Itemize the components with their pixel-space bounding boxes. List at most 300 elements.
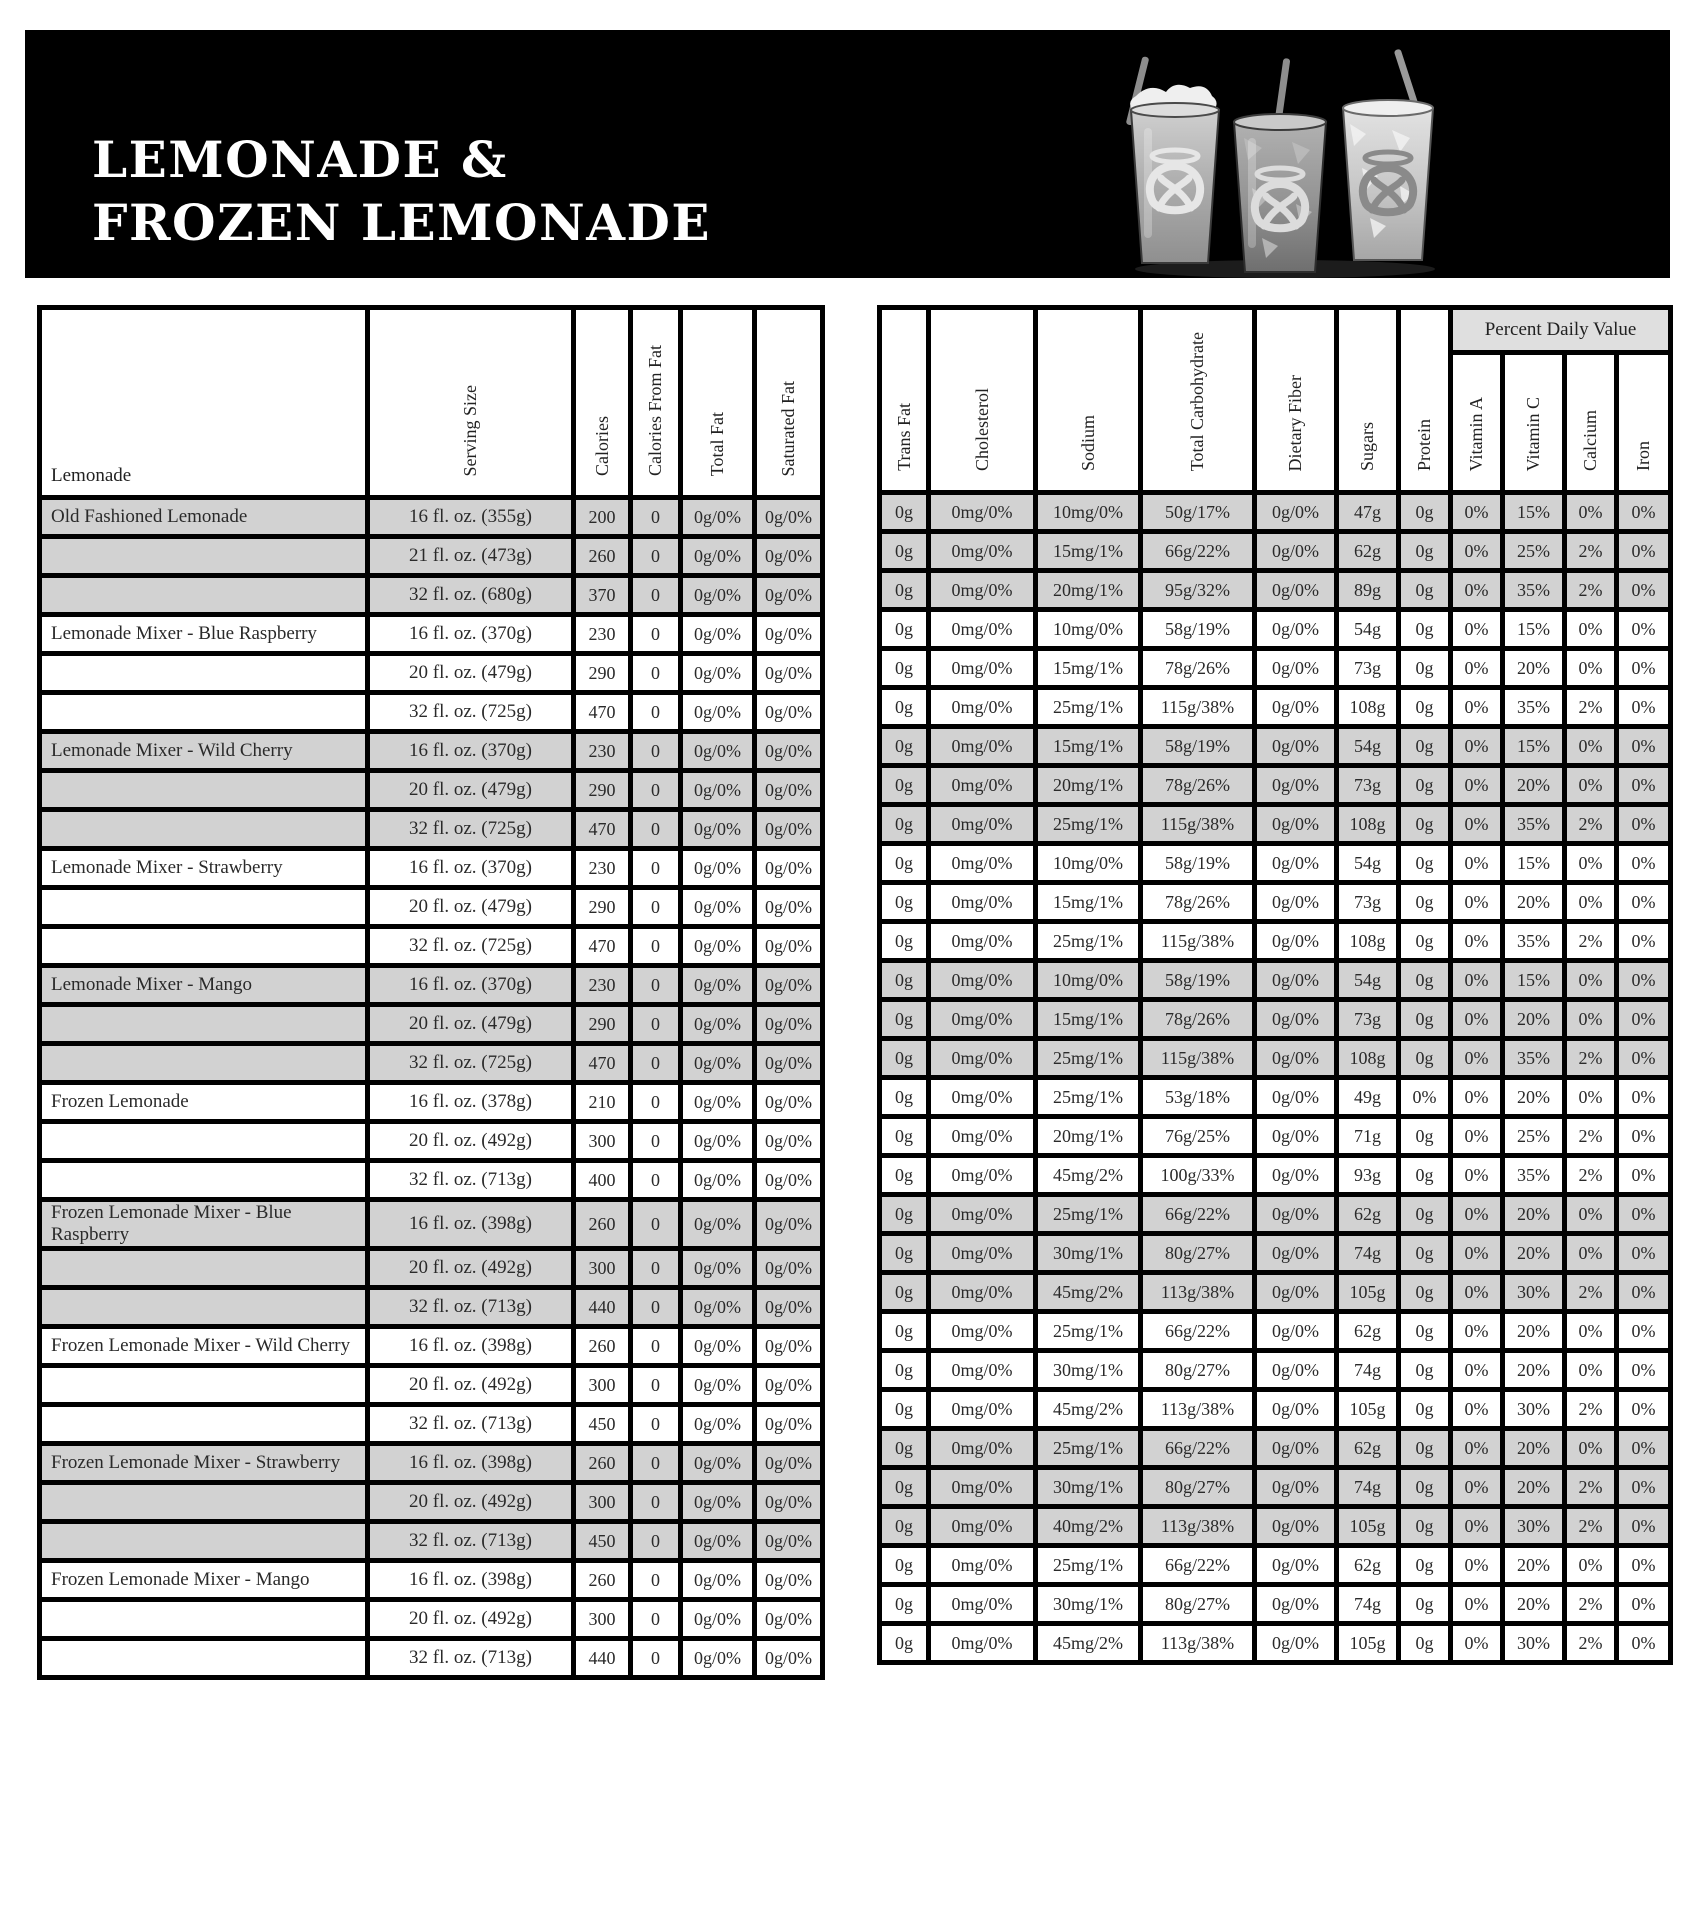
cell-vitamin-a: 0% (1451, 1273, 1503, 1312)
cell-iron: 0% (1617, 922, 1671, 961)
cell-vitamin-c: 15% (1503, 493, 1565, 532)
cell-dietary-fiber: 0g/0% (1255, 571, 1337, 610)
table-row (880, 649, 1671, 688)
cell-serving-size: 16 fl. oz. (398g) (368, 1444, 574, 1483)
cell-calcium: 2% (1565, 1507, 1617, 1546)
cell-total-carbohydrate: 76g/25% (1141, 1117, 1255, 1156)
table-row (40, 1044, 823, 1083)
cell-trans-fat: 0g (880, 1273, 929, 1312)
cell-vitamin-c: 25% (1503, 1117, 1565, 1156)
cell-vitamin-c: 35% (1503, 571, 1565, 610)
cell-calories: 400 (574, 1161, 631, 1200)
cell-cholesterol: 0mg/0% (929, 1273, 1036, 1312)
cell-serving-size: 32 fl. oz. (713g) (368, 1288, 574, 1327)
cell-sugars: 54g (1337, 727, 1399, 766)
cell-vitamin-a: 0% (1451, 688, 1503, 727)
table-row (40, 1522, 823, 1561)
cell-sugars: 74g (1337, 1468, 1399, 1507)
cell-cholesterol: 0mg/0% (929, 1429, 1036, 1468)
cell-calories: 370 (574, 576, 631, 615)
cell-total-carbohydrate: 113g/38% (1141, 1273, 1255, 1312)
column-header-calories-from-fat: Calories From Fat (631, 308, 681, 498)
table-row (40, 1200, 823, 1249)
cell-serving-size: 20 fl. oz. (479g) (368, 888, 574, 927)
cell-trans-fat: 0g (880, 1390, 929, 1429)
cell-sugars: 62g (1337, 1546, 1399, 1585)
table-row (40, 888, 823, 927)
cell-vitamin-c: 20% (1503, 766, 1565, 805)
cell-total-fat: 0g/0% (681, 1200, 755, 1249)
cell-dietary-fiber: 0g/0% (1255, 610, 1337, 649)
cell-calcium: 0% (1565, 1078, 1617, 1117)
table-row (880, 844, 1671, 883)
cell-total-fat: 0g/0% (681, 1405, 755, 1444)
cell-serving-size: 16 fl. oz. (355g) (368, 498, 574, 537)
cell-protein: 0g (1399, 961, 1451, 1000)
cell-calcium: 0% (1565, 727, 1617, 766)
cell-iron: 0% (1617, 1156, 1671, 1195)
cell-sodium: 15mg/1% (1036, 649, 1141, 688)
cell-protein: 0g (1399, 922, 1451, 961)
cell-vitamin-c: 20% (1503, 1585, 1565, 1624)
cell-sodium: 20mg/1% (1036, 766, 1141, 805)
cell-product-name (40, 771, 368, 810)
cell-calories-from-fat: 0 (631, 1249, 681, 1288)
cell-iron: 0% (1617, 1039, 1671, 1078)
cell-dietary-fiber: 0g/0% (1255, 1117, 1337, 1156)
cell-calories-from-fat: 0 (631, 1600, 681, 1639)
cell-calories-from-fat: 0 (631, 1366, 681, 1405)
cell-calcium: 2% (1565, 1039, 1617, 1078)
cell-total-fat: 0g/0% (681, 1522, 755, 1561)
table-row (880, 1390, 1671, 1429)
cell-vitamin-c: 20% (1503, 1429, 1565, 1468)
cell-vitamin-c: 15% (1503, 727, 1565, 766)
cell-trans-fat: 0g (880, 766, 929, 805)
cell-protein: 0g (1399, 688, 1451, 727)
cell-vitamin-a: 0% (1451, 766, 1503, 805)
cell-saturated-fat: 0g/0% (755, 1044, 823, 1083)
cell-calcium: 0% (1565, 1234, 1617, 1273)
table-row (40, 498, 823, 537)
cell-cholesterol: 0mg/0% (929, 493, 1036, 532)
cell-sodium: 45mg/2% (1036, 1156, 1141, 1195)
cell-dietary-fiber: 0g/0% (1255, 1039, 1337, 1078)
cell-saturated-fat: 0g/0% (755, 1405, 823, 1444)
cell-trans-fat: 0g (880, 844, 929, 883)
cell-saturated-fat: 0g/0% (755, 1561, 823, 1600)
cell-cholesterol: 0mg/0% (929, 844, 1036, 883)
cell-trans-fat: 0g (880, 1117, 929, 1156)
table-row (880, 532, 1671, 571)
cell-iron: 0% (1617, 805, 1671, 844)
nutrition-table-left (37, 305, 825, 1680)
cell-vitamin-a: 0% (1451, 805, 1503, 844)
cell-calcium: 0% (1565, 961, 1617, 1000)
cell-serving-size: 32 fl. oz. (713g) (368, 1161, 574, 1200)
cell-cholesterol: 0mg/0% (929, 922, 1036, 961)
cell-calories: 260 (574, 537, 631, 576)
cell-trans-fat: 0g (880, 1078, 929, 1117)
cell-trans-fat: 0g (880, 727, 929, 766)
cell-cholesterol: 0mg/0% (929, 1078, 1036, 1117)
cell-sodium: 20mg/1% (1036, 571, 1141, 610)
cell-vitamin-a: 0% (1451, 1507, 1503, 1546)
cell-dietary-fiber: 0g/0% (1255, 1234, 1337, 1273)
cell-sugars: 49g (1337, 1078, 1399, 1117)
cell-trans-fat: 0g (880, 688, 929, 727)
cell-serving-size: 32 fl. oz. (725g) (368, 810, 574, 849)
cell-total-fat: 0g/0% (681, 498, 755, 537)
cell-saturated-fat: 0g/0% (755, 654, 823, 693)
cell-trans-fat: 0g (880, 1546, 929, 1585)
cell-cholesterol: 0mg/0% (929, 1507, 1036, 1546)
cell-calories-from-fat: 0 (631, 849, 681, 888)
column-header-total-carbohydrate: Total Carbohydrate (1141, 308, 1255, 493)
cell-iron: 0% (1617, 883, 1671, 922)
cell-product-name (40, 1405, 368, 1444)
cell-saturated-fat: 0g/0% (755, 1483, 823, 1522)
cell-vitamin-a: 0% (1451, 1312, 1503, 1351)
cell-vitamin-a: 0% (1451, 883, 1503, 922)
cell-cholesterol: 0mg/0% (929, 1234, 1036, 1273)
cell-sugars: 93g (1337, 1156, 1399, 1195)
cell-sugars: 47g (1337, 493, 1399, 532)
cell-product-name (40, 1044, 368, 1083)
cell-calcium: 0% (1565, 1000, 1617, 1039)
cell-total-carbohydrate: 115g/38% (1141, 922, 1255, 961)
table-row (880, 1585, 1671, 1624)
cell-sodium: 25mg/1% (1036, 1429, 1141, 1468)
cell-iron: 0% (1617, 688, 1671, 727)
table-row (880, 1312, 1671, 1351)
cell-trans-fat: 0g (880, 610, 929, 649)
cell-vitamin-c: 30% (1503, 1390, 1565, 1429)
cell-serving-size: 16 fl. oz. (370g) (368, 615, 574, 654)
cell-calories: 290 (574, 654, 631, 693)
cell-cholesterol: 0mg/0% (929, 1468, 1036, 1507)
cell-calcium: 2% (1565, 1117, 1617, 1156)
cell-vitamin-a: 0% (1451, 1351, 1503, 1390)
cell-trans-fat: 0g (880, 1000, 929, 1039)
cell-calories: 290 (574, 771, 631, 810)
cell-dietary-fiber: 0g/0% (1255, 961, 1337, 1000)
cell-calories-from-fat: 0 (631, 1200, 681, 1249)
cell-trans-fat: 0g (880, 922, 929, 961)
cell-vitamin-c: 15% (1503, 961, 1565, 1000)
cell-saturated-fat: 0g/0% (755, 1366, 823, 1405)
cell-vitamin-c: 20% (1503, 1234, 1565, 1273)
cell-iron: 0% (1617, 1117, 1671, 1156)
cell-product-name (40, 1600, 368, 1639)
column-header-vitamin-a: Vitamin A (1451, 353, 1503, 493)
cell-vitamin-a: 0% (1451, 1117, 1503, 1156)
cell-cholesterol: 0mg/0% (929, 1156, 1036, 1195)
cell-trans-fat: 0g (880, 1351, 929, 1390)
cell-iron: 0% (1617, 1195, 1671, 1234)
cell-cholesterol: 0mg/0% (929, 1195, 1036, 1234)
cell-calories-from-fat: 0 (631, 1639, 681, 1678)
cell-iron: 0% (1617, 1351, 1671, 1390)
cell-vitamin-c: 35% (1503, 688, 1565, 727)
cell-vitamin-a: 0% (1451, 1468, 1503, 1507)
cell-vitamin-a: 0% (1451, 610, 1503, 649)
nutrition-table-right (877, 305, 1673, 1665)
cell-vitamin-a: 0% (1451, 1585, 1503, 1624)
cell-total-carbohydrate: 113g/38% (1141, 1624, 1255, 1663)
cell-protein: 0% (1399, 1078, 1451, 1117)
cell-trans-fat: 0g (880, 1156, 929, 1195)
cell-sugars: 74g (1337, 1585, 1399, 1624)
cell-calcium: 2% (1565, 805, 1617, 844)
table-row (40, 1161, 823, 1200)
cell-serving-size: 20 fl. oz. (492g) (368, 1122, 574, 1161)
cell-protein: 0g (1399, 1273, 1451, 1312)
cell-total-carbohydrate: 58g/19% (1141, 727, 1255, 766)
cell-product-name (40, 1288, 368, 1327)
cell-protein: 0g (1399, 1429, 1451, 1468)
cell-cholesterol: 0mg/0% (929, 1351, 1036, 1390)
cell-calories-from-fat: 0 (631, 966, 681, 1005)
cell-vitamin-a: 0% (1451, 961, 1503, 1000)
table-row (880, 1273, 1671, 1312)
cell-product-name (40, 654, 368, 693)
column-header-saturated-fat: Saturated Fat (755, 308, 823, 498)
cell-total-fat: 0g/0% (681, 1366, 755, 1405)
cell-vitamin-c: 20% (1503, 1078, 1565, 1117)
column-header-serving-size: Serving Size (368, 308, 574, 498)
cell-calories-from-fat: 0 (631, 732, 681, 771)
cell-trans-fat: 0g (880, 493, 929, 532)
cell-total-fat: 0g/0% (681, 1561, 755, 1600)
cell-calories: 260 (574, 1200, 631, 1249)
cell-sodium: 15mg/1% (1036, 532, 1141, 571)
cell-sodium: 10mg/0% (1036, 493, 1141, 532)
cell-serving-size: 20 fl. oz. (479g) (368, 1005, 574, 1044)
cell-saturated-fat: 0g/0% (755, 537, 823, 576)
cell-product-name (40, 1161, 368, 1200)
cell-vitamin-a: 0% (1451, 649, 1503, 688)
cell-saturated-fat: 0g/0% (755, 771, 823, 810)
cell-product-name: Frozen Lemonade Mixer - Wild Cherry (40, 1327, 368, 1366)
cell-total-carbohydrate: 66g/22% (1141, 1546, 1255, 1585)
cell-calories: 470 (574, 1044, 631, 1083)
cell-sodium: 25mg/1% (1036, 688, 1141, 727)
cell-total-fat: 0g/0% (681, 1327, 755, 1366)
cell-calories: 300 (574, 1249, 631, 1288)
cell-calories-from-fat: 0 (631, 1044, 681, 1083)
cell-calories-from-fat: 0 (631, 1122, 681, 1161)
cell-serving-size: 20 fl. oz. (492g) (368, 1600, 574, 1639)
cell-iron: 0% (1617, 649, 1671, 688)
cell-vitamin-a: 0% (1451, 1234, 1503, 1273)
cell-saturated-fat: 0g/0% (755, 810, 823, 849)
cell-protein: 0g (1399, 1390, 1451, 1429)
table-row (880, 1156, 1671, 1195)
table-row (880, 1507, 1671, 1546)
cup-frozen-left (1126, 56, 1219, 263)
cell-calories-from-fat: 0 (631, 1005, 681, 1044)
cell-protein: 0g (1399, 1039, 1451, 1078)
cell-saturated-fat: 0g/0% (755, 849, 823, 888)
cell-product-name: Frozen Lemonade Mixer - Blue Raspberry (40, 1200, 368, 1249)
cell-protein: 0g (1399, 1234, 1451, 1273)
cell-sodium: 30mg/1% (1036, 1585, 1141, 1624)
cell-sodium: 30mg/1% (1036, 1351, 1141, 1390)
cell-saturated-fat: 0g/0% (755, 615, 823, 654)
cell-iron: 0% (1617, 1078, 1671, 1117)
cell-vitamin-c: 25% (1503, 532, 1565, 571)
cell-serving-size: 16 fl. oz. (370g) (368, 732, 574, 771)
cell-vitamin-c: 15% (1503, 610, 1565, 649)
cell-serving-size: 16 fl. oz. (398g) (368, 1561, 574, 1600)
table-row (880, 1624, 1671, 1663)
cell-calories: 230 (574, 966, 631, 1005)
cell-serving-size: 20 fl. oz. (479g) (368, 654, 574, 693)
cell-protein: 0g (1399, 1624, 1451, 1663)
cell-protein: 0g (1399, 883, 1451, 922)
cell-trans-fat: 0g (880, 1468, 929, 1507)
cell-vitamin-c: 35% (1503, 1039, 1565, 1078)
table-row (40, 615, 823, 654)
cell-iron: 0% (1617, 727, 1671, 766)
cell-dietary-fiber: 0g/0% (1255, 727, 1337, 766)
table-row (880, 1546, 1671, 1585)
cell-total-carbohydrate: 50g/17% (1141, 493, 1255, 532)
cell-total-carbohydrate: 115g/38% (1141, 805, 1255, 844)
cell-trans-fat: 0g (880, 571, 929, 610)
cell-vitamin-c: 20% (1503, 649, 1565, 688)
cell-dietary-fiber: 0g/0% (1255, 922, 1337, 961)
table-row (880, 1468, 1671, 1507)
percent-daily-value-header: Percent Daily Value (1451, 308, 1671, 353)
cell-total-carbohydrate: 66g/22% (1141, 1429, 1255, 1468)
cell-saturated-fat: 0g/0% (755, 1122, 823, 1161)
cell-product-name: Lemonade Mixer - Wild Cherry (40, 732, 368, 771)
cell-protein: 0g (1399, 766, 1451, 805)
cell-calories: 290 (574, 1005, 631, 1044)
cell-calories-from-fat: 0 (631, 1161, 681, 1200)
cell-calories: 470 (574, 693, 631, 732)
cell-iron: 0% (1617, 1585, 1671, 1624)
cell-saturated-fat: 0g/0% (755, 1005, 823, 1044)
cell-total-carbohydrate: 113g/38% (1141, 1507, 1255, 1546)
cell-vitamin-c: 30% (1503, 1273, 1565, 1312)
cell-dietary-fiber: 0g/0% (1255, 688, 1337, 727)
cell-calories: 260 (574, 1561, 631, 1600)
cell-calories: 450 (574, 1522, 631, 1561)
cell-calories: 230 (574, 849, 631, 888)
cell-calories: 230 (574, 615, 631, 654)
table-row (40, 1639, 823, 1678)
cell-product-name: Frozen Lemonade (40, 1083, 368, 1122)
cell-cholesterol: 0mg/0% (929, 1585, 1036, 1624)
table-row (40, 1005, 823, 1044)
cell-cholesterol: 0mg/0% (929, 1117, 1036, 1156)
cell-protein: 0g (1399, 1507, 1451, 1546)
cell-calories-from-fat: 0 (631, 537, 681, 576)
cell-calcium: 2% (1565, 1624, 1617, 1663)
cell-total-fat: 0g/0% (681, 1600, 755, 1639)
table-row (880, 1078, 1671, 1117)
cell-total-fat: 0g/0% (681, 1122, 755, 1161)
cell-sodium: 45mg/2% (1036, 1624, 1141, 1663)
cell-calories-from-fat: 0 (631, 654, 681, 693)
column-header-protein: Protein (1399, 308, 1451, 493)
cell-dietary-fiber: 0g/0% (1255, 1156, 1337, 1195)
cell-dietary-fiber: 0g/0% (1255, 1000, 1337, 1039)
table-row (40, 576, 823, 615)
cell-cholesterol: 0mg/0% (929, 1312, 1036, 1351)
cell-cholesterol: 0mg/0% (929, 1624, 1036, 1663)
cell-sugars: 108g (1337, 1039, 1399, 1078)
cell-sugars: 62g (1337, 1429, 1399, 1468)
cell-calories: 260 (574, 1444, 631, 1483)
cell-protein: 0g (1399, 649, 1451, 688)
cell-protein: 0g (1399, 1156, 1451, 1195)
cell-trans-fat: 0g (880, 532, 929, 571)
cell-vitamin-a: 0% (1451, 1000, 1503, 1039)
cell-cholesterol: 0mg/0% (929, 727, 1036, 766)
cell-serving-size: 32 fl. oz. (725g) (368, 927, 574, 966)
cell-sodium: 45mg/2% (1036, 1273, 1141, 1312)
cell-iron: 0% (1617, 532, 1671, 571)
cell-trans-fat: 0g (880, 805, 929, 844)
cell-cholesterol: 0mg/0% (929, 532, 1036, 571)
cell-iron: 0% (1617, 1468, 1671, 1507)
cell-total-carbohydrate: 58g/19% (1141, 961, 1255, 1000)
table-row (880, 571, 1671, 610)
cell-calories-from-fat: 0 (631, 498, 681, 537)
cell-calcium: 2% (1565, 571, 1617, 610)
cell-dietary-fiber: 0g/0% (1255, 1585, 1337, 1624)
cell-saturated-fat: 0g/0% (755, 1200, 823, 1249)
cell-serving-size: 20 fl. oz. (479g) (368, 771, 574, 810)
cell-total-carbohydrate: 95g/32% (1141, 571, 1255, 610)
cell-calcium: 2% (1565, 532, 1617, 571)
cell-serving-size: 32 fl. oz. (713g) (368, 1522, 574, 1561)
cell-calories: 440 (574, 1639, 631, 1678)
cell-sugars: 73g (1337, 766, 1399, 805)
column-header-dietary-fiber: Dietary Fiber (1255, 308, 1337, 493)
cell-sugars: 62g (1337, 532, 1399, 571)
cell-total-carbohydrate: 78g/26% (1141, 766, 1255, 805)
cell-total-carbohydrate: 66g/22% (1141, 532, 1255, 571)
cell-calcium: 0% (1565, 883, 1617, 922)
cell-total-fat: 0g/0% (681, 1249, 755, 1288)
cell-calcium: 0% (1565, 1312, 1617, 1351)
cell-total-fat: 0g/0% (681, 654, 755, 693)
cell-sodium: 25mg/1% (1036, 805, 1141, 844)
table-row (880, 805, 1671, 844)
cell-sugars: 62g (1337, 1312, 1399, 1351)
cell-vitamin-c: 20% (1503, 1351, 1565, 1390)
cell-vitamin-c: 15% (1503, 844, 1565, 883)
table-row (40, 810, 823, 849)
cell-iron: 0% (1617, 844, 1671, 883)
cell-protein: 0g (1399, 1195, 1451, 1234)
table-row (880, 766, 1671, 805)
cell-calcium: 2% (1565, 1585, 1617, 1624)
cell-dietary-fiber: 0g/0% (1255, 1078, 1337, 1117)
cell-vitamin-c: 20% (1503, 1546, 1565, 1585)
cell-sugars: 62g (1337, 1195, 1399, 1234)
cell-cholesterol: 0mg/0% (929, 571, 1036, 610)
cell-sugars: 73g (1337, 1000, 1399, 1039)
cell-cholesterol: 0mg/0% (929, 883, 1036, 922)
cell-total-fat: 0g/0% (681, 1483, 755, 1522)
cell-serving-size: 16 fl. oz. (370g) (368, 849, 574, 888)
